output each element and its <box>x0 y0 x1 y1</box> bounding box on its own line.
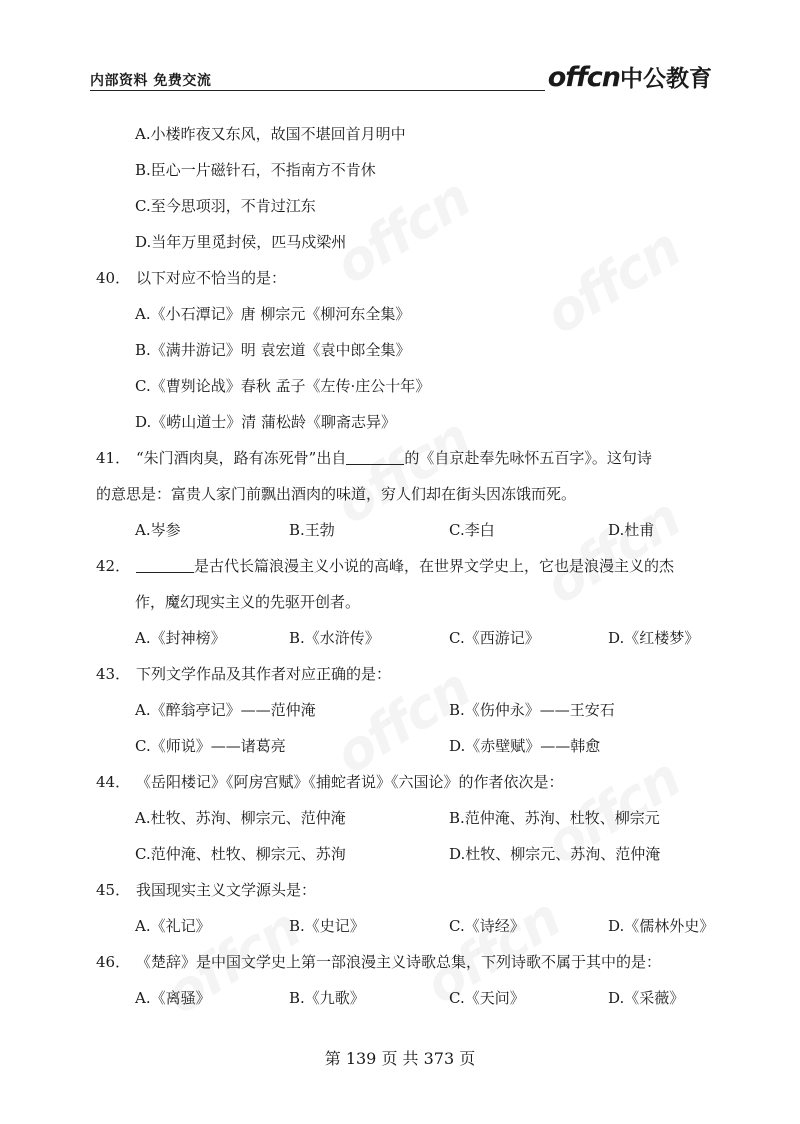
question-number: 40． <box>96 269 131 287</box>
question-43 <box>96 656 708 692</box>
option-d: D.《采薇》 <box>608 989 685 1007</box>
header-label: 内部资料 免费交流 <box>90 73 212 89</box>
option-c: C.李白 <box>449 521 495 539</box>
offcn-logo <box>548 60 712 93</box>
option-line: B.《满井游记》明 袁宏道《袁中郎全集》 <box>135 341 411 359</box>
option-d: D.《赤壁赋》——韩愈 <box>449 737 601 755</box>
question-stem: 下列文学作品及其作者对应正确的是： <box>136 665 392 683</box>
option-line: B.臣心一片磁针石，不指南方不肯休 <box>135 161 376 179</box>
question-number: 44． <box>96 773 131 791</box>
question-list <box>96 116 715 1016</box>
option-b: B.《九歌》 <box>289 989 365 1007</box>
question-stem: 是古代长篇浪漫主义小说的高峰，在世界文学史上，它也是浪漫主义的杰 <box>194 557 675 575</box>
option-line: D.当年万里觅封侯，匹马戍梁州 <box>135 233 347 251</box>
question-stem: 《楚辞》是中国文学史上第一部浪漫主义诗歌总集，下列诗歌不属于其中的是： <box>136 953 662 971</box>
option-c: C.《诗经》 <box>449 917 525 935</box>
question-number: 46． <box>96 953 131 971</box>
answer-blank <box>346 448 404 465</box>
option-b: B.《水浒传》 <box>289 629 380 647</box>
question-number: 45． <box>96 881 131 899</box>
question-40 <box>96 260 708 296</box>
option-row <box>96 980 708 1016</box>
option-line: C.《曹刿论战》春秋 孟子《左传·庄公十年》 <box>135 377 431 395</box>
option-line: C.至今思项羽，不肯过江东 <box>135 197 316 215</box>
option-b: B.王勃 <box>289 521 335 539</box>
option-row <box>96 512 708 548</box>
question-stem: 以下对应不恰当的是： <box>136 269 287 287</box>
option-d: D.杜甫 <box>608 521 655 539</box>
question-stem: “朱门酒肉臭，路有冻死骨”出自 <box>136 449 347 467</box>
option-d: D.《红楼梦》 <box>608 629 700 647</box>
option-row <box>96 692 708 728</box>
question-42 <box>96 548 708 584</box>
question-number: 42． <box>96 557 131 575</box>
option-a: A.岑参 <box>135 521 181 539</box>
option-c: C.《天问》 <box>449 989 525 1007</box>
question-number: 41． <box>96 449 131 467</box>
answer-blank <box>136 556 194 573</box>
page-header <box>90 60 712 94</box>
option-b: B.《伤仲永》——王安石 <box>449 701 615 719</box>
question-41 <box>96 440 708 476</box>
page-number: 第 139 页 共 373 页 <box>324 1049 476 1068</box>
option-b: B.《史记》 <box>289 917 365 935</box>
option-c: C.范仲淹、杜牧、柳宗元、苏洵 <box>135 845 346 863</box>
question-stem: 的《自京赴奉先咏怀五百字》。这句诗 <box>404 449 652 467</box>
option-a: A.《封神榜》 <box>135 629 226 647</box>
option-d: D.杜牧、柳宗元、苏洵、范仲淹 <box>449 845 661 863</box>
logo-cn: 中公教育 <box>620 66 712 92</box>
question-45 <box>96 872 708 908</box>
option-row <box>96 728 708 764</box>
option-row <box>96 800 708 836</box>
question-46 <box>96 944 708 980</box>
option-line: D.《崂山道士》清 蒲松龄《聊斋志异》 <box>135 413 397 431</box>
question-stem-continued: 作，魔幻现实主义的先驱开创者。 <box>135 593 361 611</box>
option-b: B.范仲淹、苏洵、杜牧、柳宗元 <box>449 809 660 827</box>
option-a: A.《离骚》 <box>135 989 211 1007</box>
option-line: A.小楼昨夜又东风，故国不堪回首月明中 <box>135 125 406 143</box>
option-row <box>96 836 708 872</box>
option-a: A.《礼记》 <box>135 917 211 935</box>
option-c: C.《师说》——诸葛亮 <box>135 737 286 755</box>
option-row <box>96 908 715 944</box>
option-c: C.《西游记》 <box>449 629 540 647</box>
option-row <box>96 620 708 656</box>
question-44 <box>96 764 708 800</box>
option-d: D.《儒林外史》 <box>608 917 715 935</box>
option-line: A.《小石潭记》唐 柳宗元《柳河东全集》 <box>135 305 411 323</box>
question-stem: 我国现实主义文学源头是： <box>136 881 317 899</box>
question-stem-continued: 的意思是：富贵人家门前飘出酒肉的味道，穷人们却在街头因冻饿而死。 <box>96 485 577 503</box>
option-a: A.杜牧、苏洵、柳宗元、范仲淹 <box>135 809 346 827</box>
logo-latin: offcn <box>547 62 620 93</box>
option-a: A.《醉翁亭记》——范仲淹 <box>135 701 316 719</box>
header-rule <box>90 90 545 91</box>
question-stem: 《岳阳楼记》《阿房宫赋》《捕蛇者说》《六国论》的作者依次是： <box>136 773 564 791</box>
question-number: 43． <box>96 665 131 683</box>
